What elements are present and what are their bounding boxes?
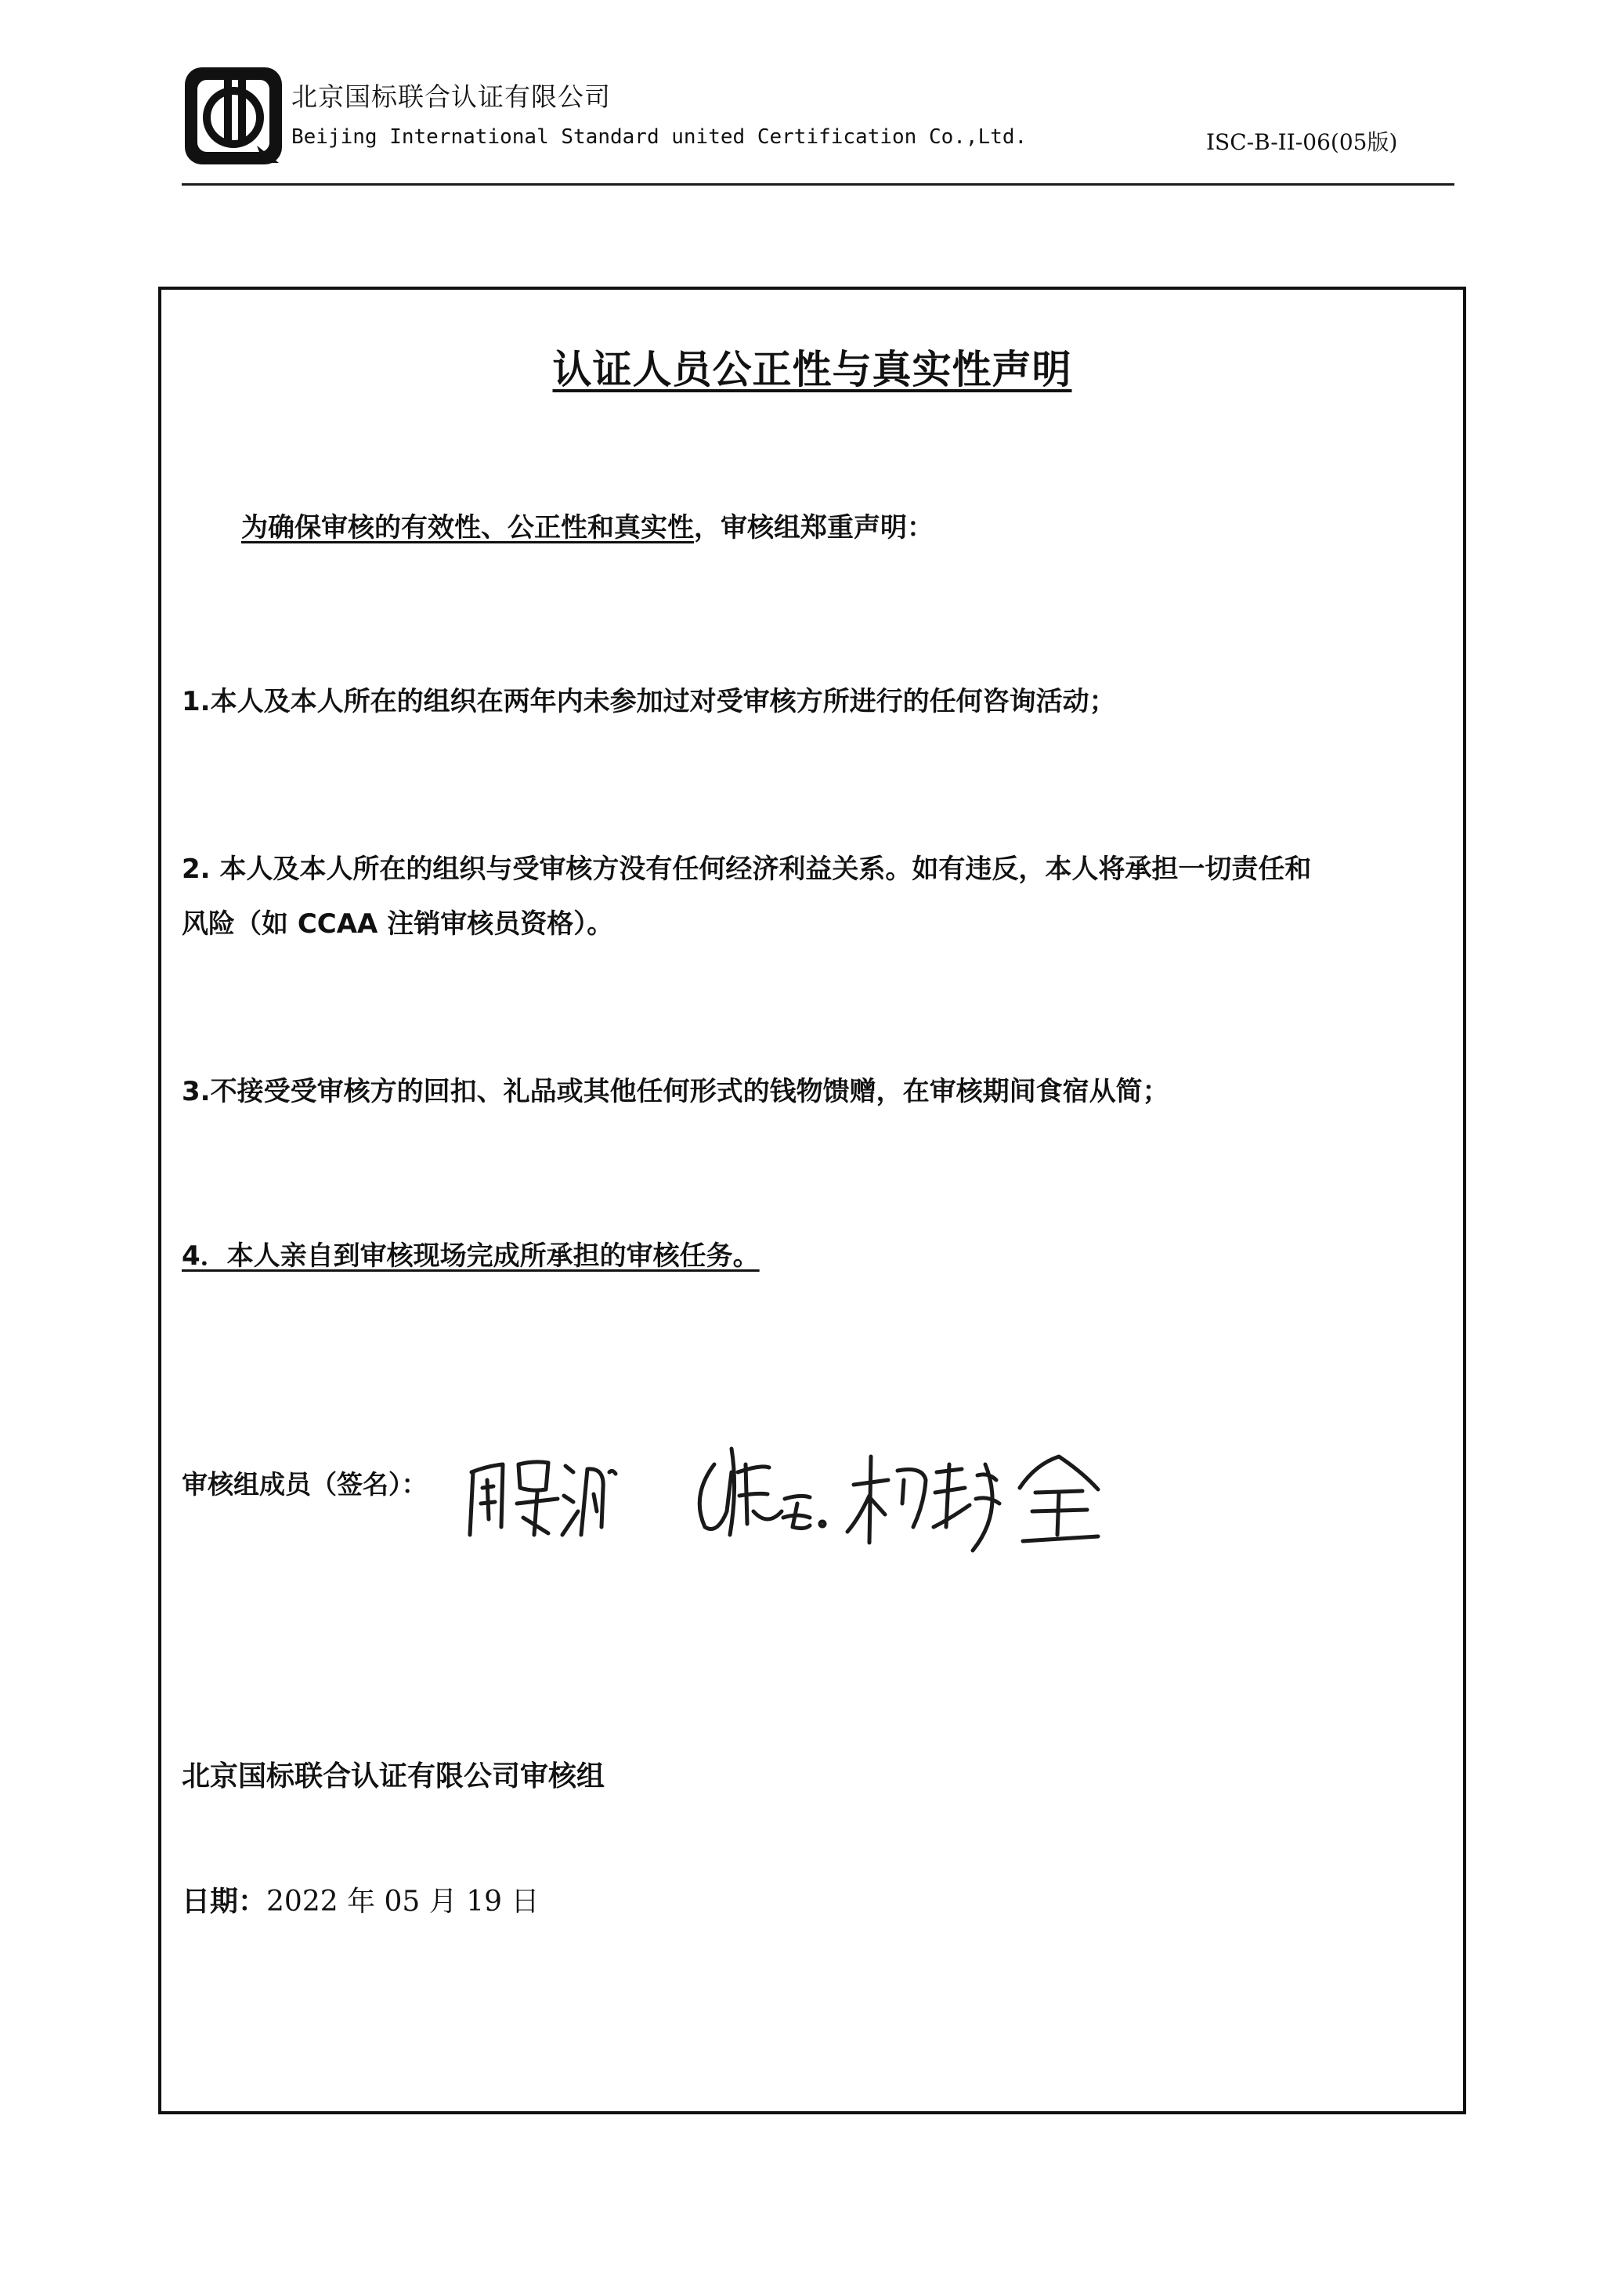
- handwritten-signatures: [456, 1417, 1231, 1558]
- declaration-frame: [158, 287, 1466, 2114]
- company-name-en: Beijing International Standard united Certification Co.,Ltd.: [291, 125, 1028, 149]
- intro-statement: [241, 506, 934, 544]
- declaration-item-4: 4．本人亲自到审核现场完成所承担的审核任务。: [182, 1240, 760, 1272]
- signature-label: 审核组成员（签名）：: [182, 1469, 428, 1500]
- company-logo-icon: [182, 64, 287, 169]
- signature-1: [470, 1462, 616, 1535]
- date-line: [182, 1879, 539, 1919]
- form-code: ISC-B-II-06(05版): [1206, 129, 1398, 155]
- date-value: 2022 年 05 月 19 日: [266, 1886, 540, 1918]
- declaration-item-1: 1.本人及本人所在的组织在两年内未参加过对受审核方所进行的任何咨询活动；: [182, 686, 1116, 717]
- intro-underlined: 为确保审核的有效性、公正性和真实性: [241, 512, 694, 543]
- signature-3: [847, 1457, 1098, 1551]
- header-divider: [182, 183, 1454, 186]
- declaration-item-2-line-1: 2. 本人及本人所在的组织与受审核方没有任何经济利益关系。如有违反，本人将承担一切责任和: [182, 854, 1312, 885]
- document-title: 认证人员公正性与真实性声明: [552, 347, 1072, 392]
- signature-2: [699, 1449, 825, 1535]
- intro-rest: ，审核组郑重声明：: [694, 512, 934, 543]
- declaration-item-2-line-2: 风险（如 CCAA 注销审核员资格）。: [182, 908, 614, 940]
- date-label: 日期：: [182, 1886, 267, 1918]
- declaration-item-3: 3.不接受受审核方的回扣、礼品或其他任何形式的钱物馈赠，在审核期间食宿从简；: [182, 1076, 1169, 1107]
- audit-team-name: 北京国标联合认证有限公司审核组: [182, 1760, 605, 1792]
- company-name-cn: 北京国标联合认证有限公司: [291, 81, 611, 112]
